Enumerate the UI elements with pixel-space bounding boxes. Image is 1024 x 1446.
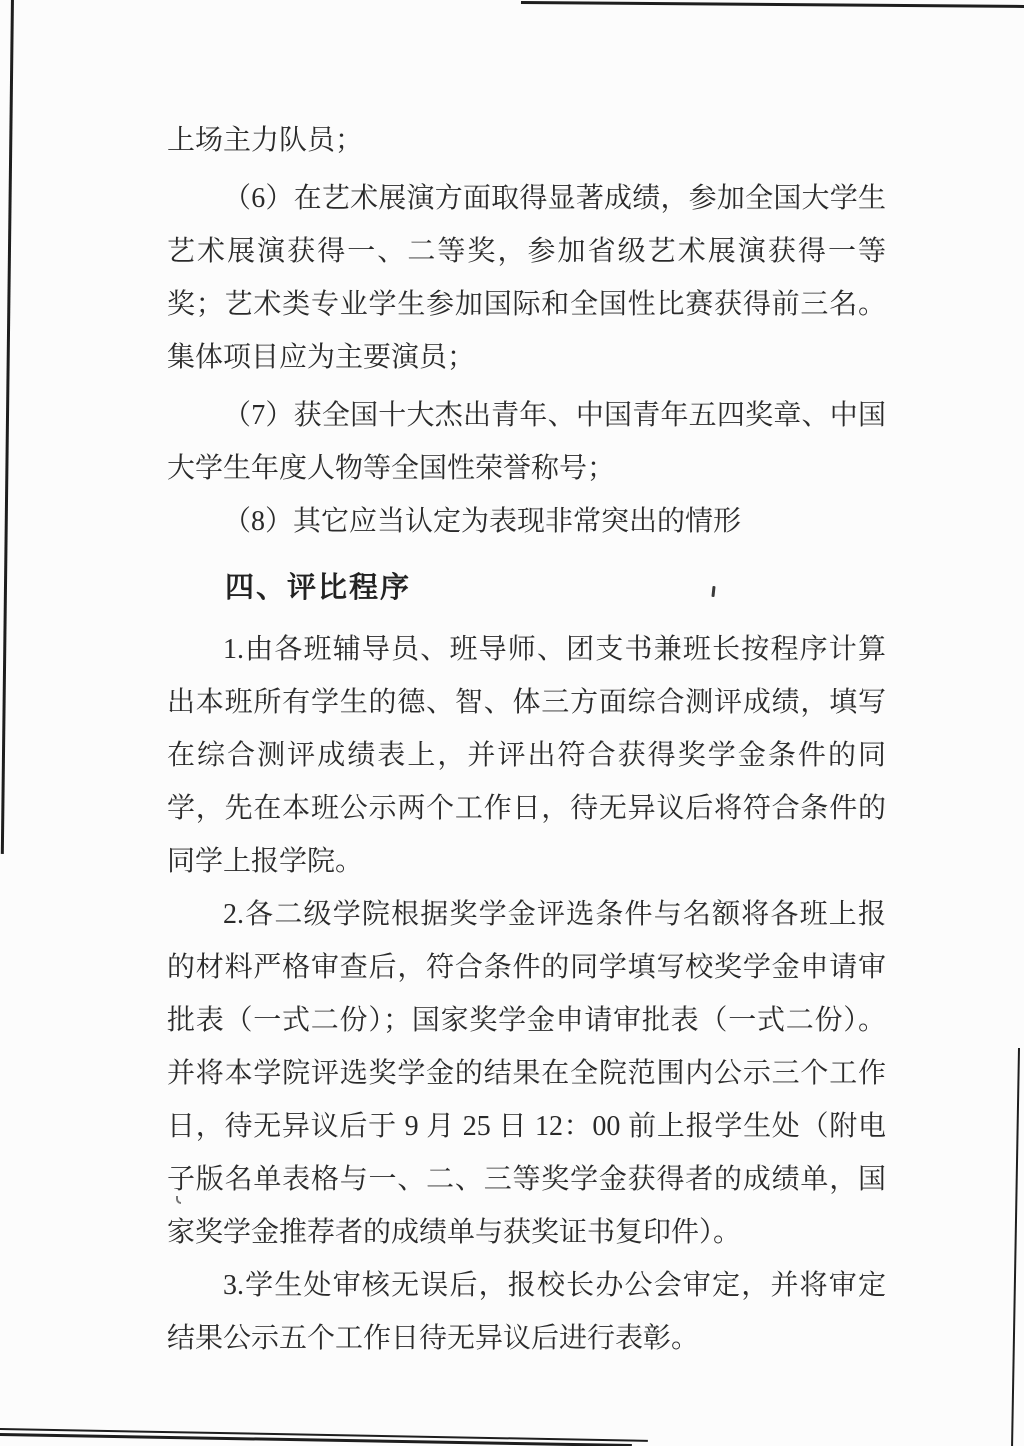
paragraph-item-8: （8）其它应当认定为表现非常突出的情形 xyxy=(223,506,742,537)
scan-edge-line-right xyxy=(1011,1048,1020,1446)
paragraph-item-7: （7）获全国十大杰出青年、中国青年五四奖章、中国大学生年度人物等全国性荣誉称号； xyxy=(167,400,886,484)
paragraph-continuation: 上场主力队员； xyxy=(167,125,364,156)
scan-edge-line-top xyxy=(521,1,1024,8)
section-heading-evaluation-procedure: 四、评比程序 xyxy=(225,572,412,604)
paragraph-step-1: 1.由各班辅导员、班导师、团支书兼班长按程序计算出本班所有学生的德、智、体三方面综合测评成绩，填写在综合测评成绩表上，并评出符合获得奖学金条件的同学，先在本班公示两个工作日，待无异议后将符合条件的同学上报学院。 xyxy=(167,634,886,877)
paragraph-item-6: （6）在艺术展演方面取得显著成绩，参加全国大学生艺术展演获得一、二等奖，参加省级艺术展演获得一等奖；艺术类专业学生参加国际和全国性比赛获得前三名。集体项目应为主要演员； xyxy=(167,183,886,373)
paragraph-step-2: 2.各二级学院根据奖学金评选条件与名额将各班上报的材料严格审查后，符合条件的同学填写校奖学金申请审批表（一式二份）；国家奖学金申请审批表（一式二份）。并将本学院评选奖学金的结果在全院范围内公示三个工作日，待无异议后于 9 月 25 日 12：00 前上报学生处（附电子版名单表格与一、二、三等奖学金获得者的成绩单，国家奖学金推荐者的成绩单与获奖证书复印件）。 xyxy=(167,899,886,1248)
document-body xyxy=(167,114,886,1365)
scan-edge-line-left xyxy=(1,0,14,854)
paragraph-step-3: 3.学生处审核无误后，报校长办公会审定，并将审定结果公示五个工作日待无异议后进行表彰。 xyxy=(167,1270,886,1354)
